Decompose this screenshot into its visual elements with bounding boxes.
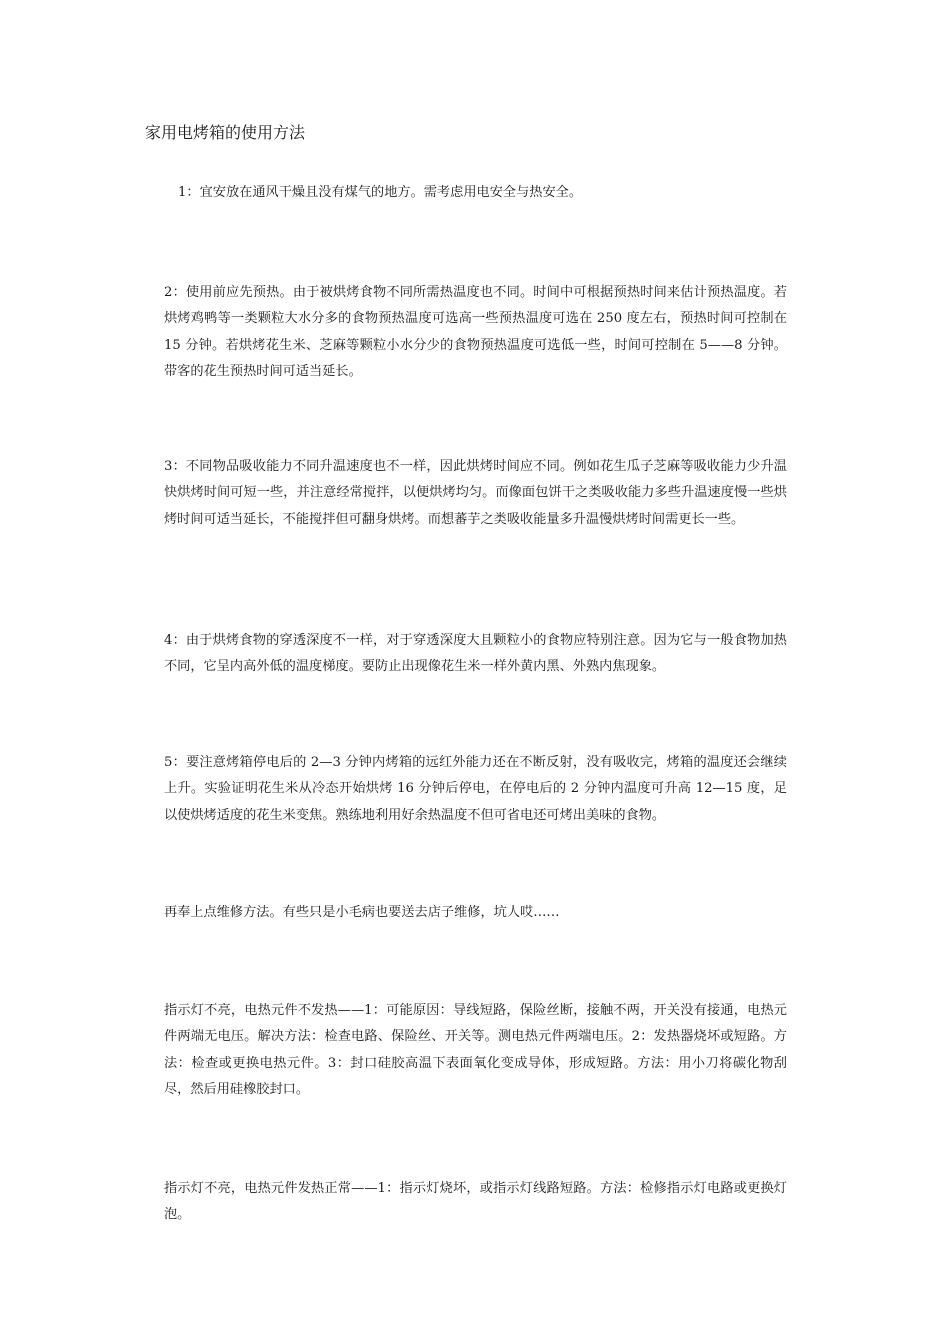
paragraph-repair-case-1: 指示灯不亮，电热元件不发热——1：可能原因：导线短路，保险丝断，接触不两，开关没有接通，电热元件两端无电压。解决方法：检查电路、保险丝、开关等。测电热元件两端电压。2：发热器烧坏或短路。方法：检查或更换电热元件。3：封口硅胶高温下表面氧化变成导体，形成短路。方法：用小刀将碳化物刮尽，然后用硅橡胶封口。 bbox=[164, 1003, 787, 1097]
paragraph-2-preheat: 2：使用前应先预热。由于被烘烤食物不同所需热温度也不同。时间中可根据预热时间来估计预热温度。若烘烤鸡鸭等一类颗粒大水分多的食物预热温度可选高一些预热温度可选在 250 度左右，预热时间可控制在 15 分钟。若烘烤花生米、芝麻等颗粒小水分少的食物预热温度可选低一些，时间可控制在 5——8 分钟。带客的花生预热时间可适当延长。 bbox=[164, 285, 787, 379]
paragraph-repair-intro: 再奉上点维修方法。有些只是小毛病也要送去店子维修，坑人哎…… bbox=[164, 905, 560, 920]
paragraph-1-placement: 1：宜安放在通风干燥且没有煤气的地方。需考虑用电安全与热安全。 bbox=[178, 185, 583, 200]
paragraph-3-absorption: 3：不同物品吸收能力不同升温速度也不一样，因此烘烤时间应不同。例如花生瓜子芝麻等吸收能力少升温快烘烤时间可短一些，并注意经常搅拌，以便烘烤均匀。而像面包饼干之类吸收能力多些升温速度慢一些烘烤时间可适当延长，不能搅拌但可翻身烘烤。而想蕃芋之类吸收能量多升温慢烘烤时间需更长一些。 bbox=[164, 459, 787, 527]
paragraph-5-residual-heat: 5：要注意烤箱停电后的 2—3 分钟内烤箱的远红外能力还在不断反射，没有吸收完，烤箱的温度还会继续上升。实验证明花生米从冷态开始烘烤 16 分钟后停电，在停电后的 2 分钟内温度可升高 12—15 度，足以使烘烤适度的花生米变焦。熟练地利用好余热温度不但可省电还可烤出美味的食物。 bbox=[164, 755, 787, 823]
paragraph-repair-case-2: 指示灯不亮，电热元件发热正常——1：指示灯烧坏，或指示灯线路短路。方法：检修指示灯电路或更换灯泡。 bbox=[164, 1181, 787, 1223]
document-title: 家用电烤箱的使用方法 bbox=[145, 123, 306, 142]
paragraph-4-penetration: 4：由于烘烤食物的穿透深度不一样，对于穿透深度大且颗粒小的食物应特别注意。因为它与一般食物加热不同，它呈内高外低的温度梯度。要防止出现像花生米一样外黄内黑、外熟内焦现象。 bbox=[164, 633, 787, 675]
